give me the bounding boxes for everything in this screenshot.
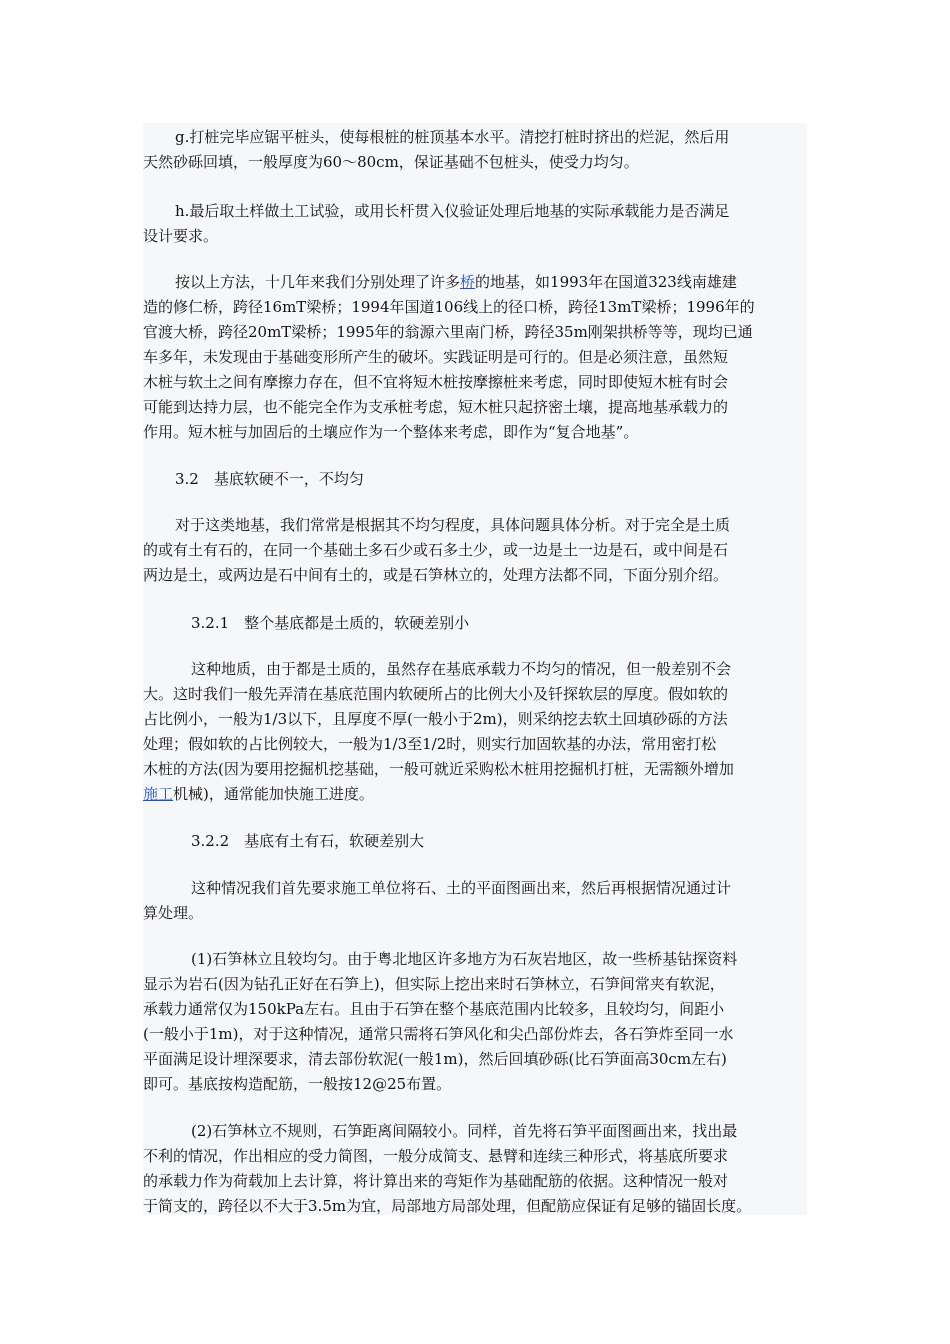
text-line: 即可。基底按构造配筋，一般按12@25布置。 <box>143 1075 452 1093</box>
section-heading-3-2: 3.2 基底软硬不一，不均匀 <box>175 470 364 488</box>
text-line: h.最后取土样做土工试验，或用长杆贯入仪验证处理后地基的实际承载能力是否满足 <box>175 202 730 220</box>
section-heading-3-2-1: 3.2.1 整个基底都是土质的，软硬差别小 <box>191 614 470 632</box>
text-line: 占比例小，一般为1/3以下，且厚度不厚(一般小于2m)，则采纳挖去软土回填砂砾的方法 <box>143 710 728 728</box>
text-line: 这种地质，由于都是土质的，虽然存在基底承载力不均匀的情况，但一般差别不会 <box>191 660 732 678</box>
text-line <box>143 270 823 295</box>
text-line: (1)石笋林立且较均匀。由于粤北地区许多地方为石灰岩地区，故一些桥基钻探资料 <box>191 950 738 968</box>
paragraph-item-2 <box>143 1119 823 1219</box>
text-line: 木桩的方法(因为要用挖掘机挖基础，一般可就近采购松木桩用挖掘机打桩，无需额外增加 <box>143 760 734 778</box>
paragraph-item-1 <box>143 947 823 1097</box>
text-line: 造的修仁桥，跨径16mT梁桥；1994年国道106线上的径口桥，跨径13mT梁桥；1996年的 <box>143 298 755 316</box>
text-line: 两边是土，或两边是石中间有土的，或是石笋林立的，处理方法都不同，下面分别介绍。 <box>143 566 729 584</box>
text-line: g.打桩完毕应锯平桩头，使每根桩的桩顶基本水平。清挖打桩时挤出的烂泥，然后用 <box>175 128 730 146</box>
section-heading-3-2-2: 3.2.2 基底有土有石，软硬差别大 <box>191 832 425 850</box>
text-line: 这种情况我们首先要求施工单位将石、土的平面图画出来，然后再根据情况通过计 <box>191 879 732 897</box>
text-segment: 按以上方法，十几年来我们分别处理了许多 <box>175 273 461 291</box>
text-line: 大。这时我们一般先弄清在基底范围内软硬所占的比例大小及钎探软层的厚度。假如软的 <box>143 685 729 703</box>
text-line: (一般小于1m)，对于这种情况，通常只需将石笋风化和尖凸部份炸去，各石笋炸至同一水 <box>143 1025 734 1043</box>
paragraph-3-2 <box>143 513 823 588</box>
paragraph-method <box>143 270 823 445</box>
text-line <box>143 782 823 807</box>
text-line: 作用。短木桩与加固后的土壤应作为一个整体来考虑，即作为“复合地基”。 <box>143 423 639 441</box>
text-line: 可能到达持力层，也不能完全作为支承桩考虑，短木桩只起挤密土壤，提高地基承载力的 <box>143 398 729 416</box>
paragraph-h <box>143 199 823 249</box>
text-segment: 机械)，通常能加快施工进度。 <box>173 785 374 803</box>
text-line: 木桩与软土之间有摩擦力存在，但不宜将短木桩按摩擦桩来考虑，同时即使短木桩有时会 <box>143 373 729 391</box>
text-line: 对于这类地基，我们常常是根据其不均匀程度，具体问题具体分析。对于完全是土质 <box>175 516 731 534</box>
text-line: 承载力通常仅为150kPa左右。且由于石笋在整个基底范围内比较多，且较均匀，间距小 <box>143 1000 725 1018</box>
text-line: 平面满足设计埋深要求，清去部份软泥(一般1m)，然后回填砂砾(比石笋面高30cm左右) <box>143 1050 727 1068</box>
text-line: 的或有土有石的，在同一个基础土多石少或石多土少，或一边是土一边是石，或中间是石 <box>143 541 729 559</box>
text-line: 不利的情况，作出相应的受力简图，一般分成简支、悬臂和连续三种形式，将基底所要求 <box>143 1147 729 1165</box>
construction-link[interactable]: 施工 <box>143 785 174 803</box>
text-line: 于简支的，跨径以不大于3.5m为宜，局部地方局部处理，但配筋应保证有足够的锚固长度。 <box>143 1197 752 1215</box>
text-line: 处理；假如软的占比例较大，一般为1/3至1/2时，则实行加固软基的办法，常用密打松 <box>143 735 717 753</box>
paragraph-3-2-2 <box>143 876 823 926</box>
text-line: 算处理。 <box>143 904 204 922</box>
text-line: 的承载力作为荷载加上去计算，将计算出来的弯矩作为基础配筋的依据。这种情况一般对 <box>143 1172 729 1190</box>
text-line: (2)石笋林立不规则，石笋距离间隔较小。同样，首先将石笋平面图画出来，找出最 <box>191 1122 738 1140</box>
paragraph-g <box>143 125 823 175</box>
paragraph-3-2-1 <box>143 657 823 807</box>
text-line: 车多年，未发现由于基础变形所产生的破坏。实践证明是可行的。但是必须注意，虽然短 <box>143 348 729 366</box>
text-line: 天然砂砾回填，一般厚度为60～80cm，保证基础不包桩头，使受力均匀。 <box>143 153 639 171</box>
text-line: 设计要求。 <box>143 227 219 245</box>
text-line: 官渡大桥，跨径20mT梁桥；1995年的翁源六里南门桥，跨径35m刚架拱桥等等，现均已通 <box>143 323 753 341</box>
text-segment: 的地基，如1993年在国道323线南雄建 <box>475 273 737 291</box>
text-line: 显示为岩石(因为钻孔正好在石笋上)，但实际上挖出来时石笋林立，石笋间常夹有软泥， <box>143 975 725 993</box>
bridge-link[interactable]: 桥 <box>460 273 476 291</box>
